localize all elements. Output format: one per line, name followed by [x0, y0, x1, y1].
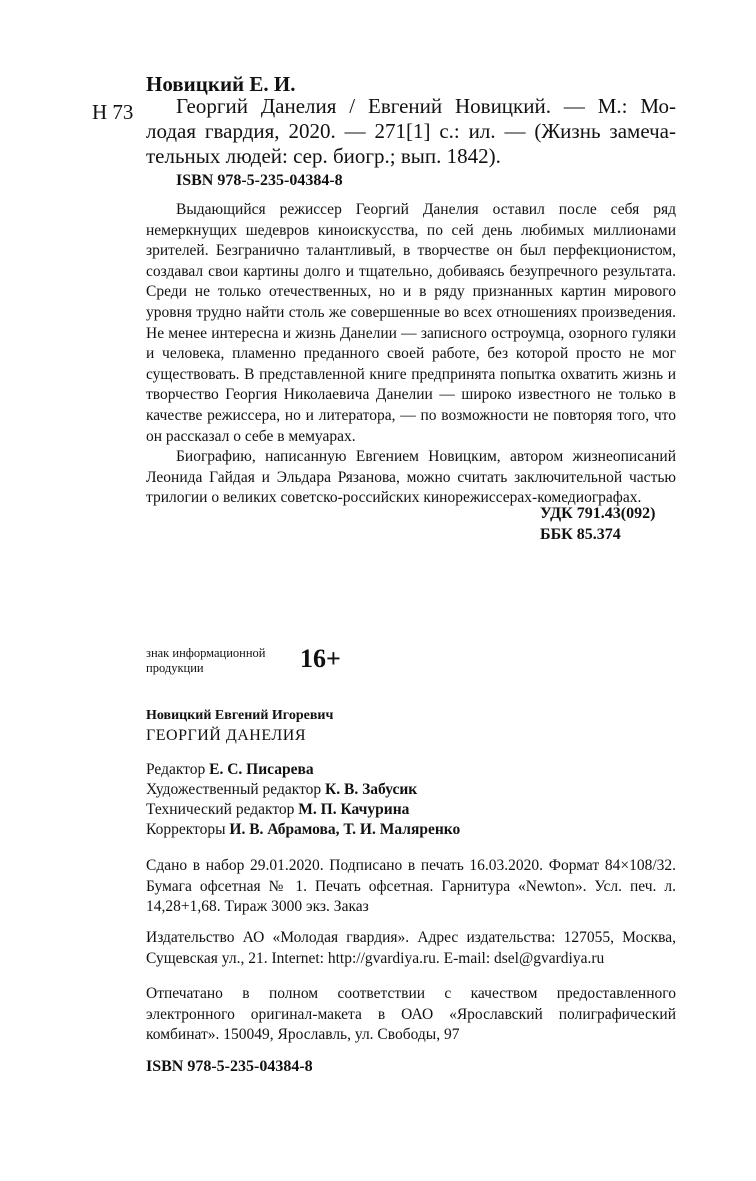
credit-name: И. В. Абрамова, Т. И. Маляренко [229, 821, 461, 838]
isbn-bottom: ISBN 978-5-235-04384-8 [146, 1058, 313, 1075]
print-info [146, 856, 676, 918]
print-info-line: Бумага офсетная № 1. Печать офсетная. Гарнитура «Newton». Усл. печ. л. [146, 877, 676, 895]
printer-line: Отпечатано в полном соответствии с качеством предоставленного [146, 985, 676, 1002]
publisher-line: Сущевская ул., 21. Internet: http://gvardiya.ru. E-mail: dsel@gvardiya.ru [146, 949, 605, 967]
credit-row [146, 820, 460, 840]
credit-role: Корректоры [146, 821, 230, 838]
printer-line: комбинат». 150049, Ярославль, ул. Свободы, 97 [146, 1026, 460, 1044]
classification-block [540, 503, 655, 545]
age-rating-label-line: продукции [146, 661, 204, 675]
bbk-code: ББК 85.374 [540, 526, 621, 543]
biblio-line: Георгий Данелия / Евгений Новицкий. — М.: Мо- [176, 94, 676, 118]
credit-name: М. П. Качурина [298, 801, 410, 818]
author-full-name: Новицкий Евгений Игоревич [146, 708, 334, 723]
abstract [146, 200, 676, 509]
print-info-line: 14,28+1,68. Тираж 3000 экз. Заказ [146, 898, 369, 916]
age-rating-value: 16+ [300, 644, 341, 673]
age-rating-label [146, 646, 306, 676]
classification-code: Н 73 [92, 100, 134, 124]
author-heading: Новицкий Е. И. [146, 72, 296, 96]
bibliographic-description [146, 94, 676, 169]
publisher-line: Издательство АО «Молодая гвардия». Адрес издательства: 127055, Москва, [146, 929, 676, 946]
credit-role: Технический редактор [146, 801, 299, 818]
credit-row [146, 780, 460, 800]
publisher-info [146, 928, 676, 969]
credit-role: Художественный редактор [146, 781, 326, 798]
abstract-paragraph: Выдающийся режиссер Георгий Данелия оставил после себя ряд немеркнущих шедевров киноискусства, по сей день любимых миллионами зрителей. Безгранично талантливый, в творчестве он был перфекционистом, создавал свои картины долго и тщательно, добиваясь безупречного результата. Среди не только отечественных, но и в ряду признанных картин мирового уровня трудно найти столь же совершенные во всех отношениях произведения. Не менее интересна и жизнь Данелии — записного остроумца, озорного гуляки и человека, пламенно преданного своей работе, без которой просто не мог существовать. В представленной книге предпринята попытка охватить жизнь и творчество Георгия Николаевича Данелии — широко известного не только в качестве режиссера, но и литератора, — по возможности не повторяя того, что он рассказал о себе в мемуарах. [146, 201, 676, 445]
credit-row [146, 760, 460, 780]
age-rating-label-line: знак информационной [146, 646, 266, 660]
credit-name: Е. С. Писарева [209, 761, 314, 778]
printer-line: электронного оригинал-макета в ОАО «Ярославский полиграфический [146, 1005, 676, 1023]
isbn-top: ISBN 978-5-235-04384-8 [176, 172, 343, 189]
abstract-paragraph: Биографию, написанную Евгением Новицким, автором жизнеописаний Леонида Гайдая и Эльдара Рязанова, можно считать заключительной частью трилогии о великих советско-российских кинорежиссерах-комедиографах. [146, 448, 676, 507]
biblio-line: лодая гвардия, 2020. — 271[1] с.: ил. — (Жизнь замеча- [146, 119, 676, 143]
printer-info [146, 984, 676, 1046]
biblio-line: тельных людей: сер. биогр.; вып. 1842). [146, 144, 501, 168]
print-info-line: Сдано в набор 29.01.2020. Подписано в печать 16.03.2020. Формат 84×108/32. [146, 857, 676, 874]
udk-code: УДК 791.43(092) [540, 505, 656, 522]
credit-role: Редактор [146, 761, 210, 778]
credit-row [146, 800, 460, 820]
credits-list [146, 760, 460, 840]
credit-name: К. В. Забусик [325, 781, 418, 798]
book-title: ГЕОРГИЙ ДАНЕЛИЯ [146, 727, 306, 744]
